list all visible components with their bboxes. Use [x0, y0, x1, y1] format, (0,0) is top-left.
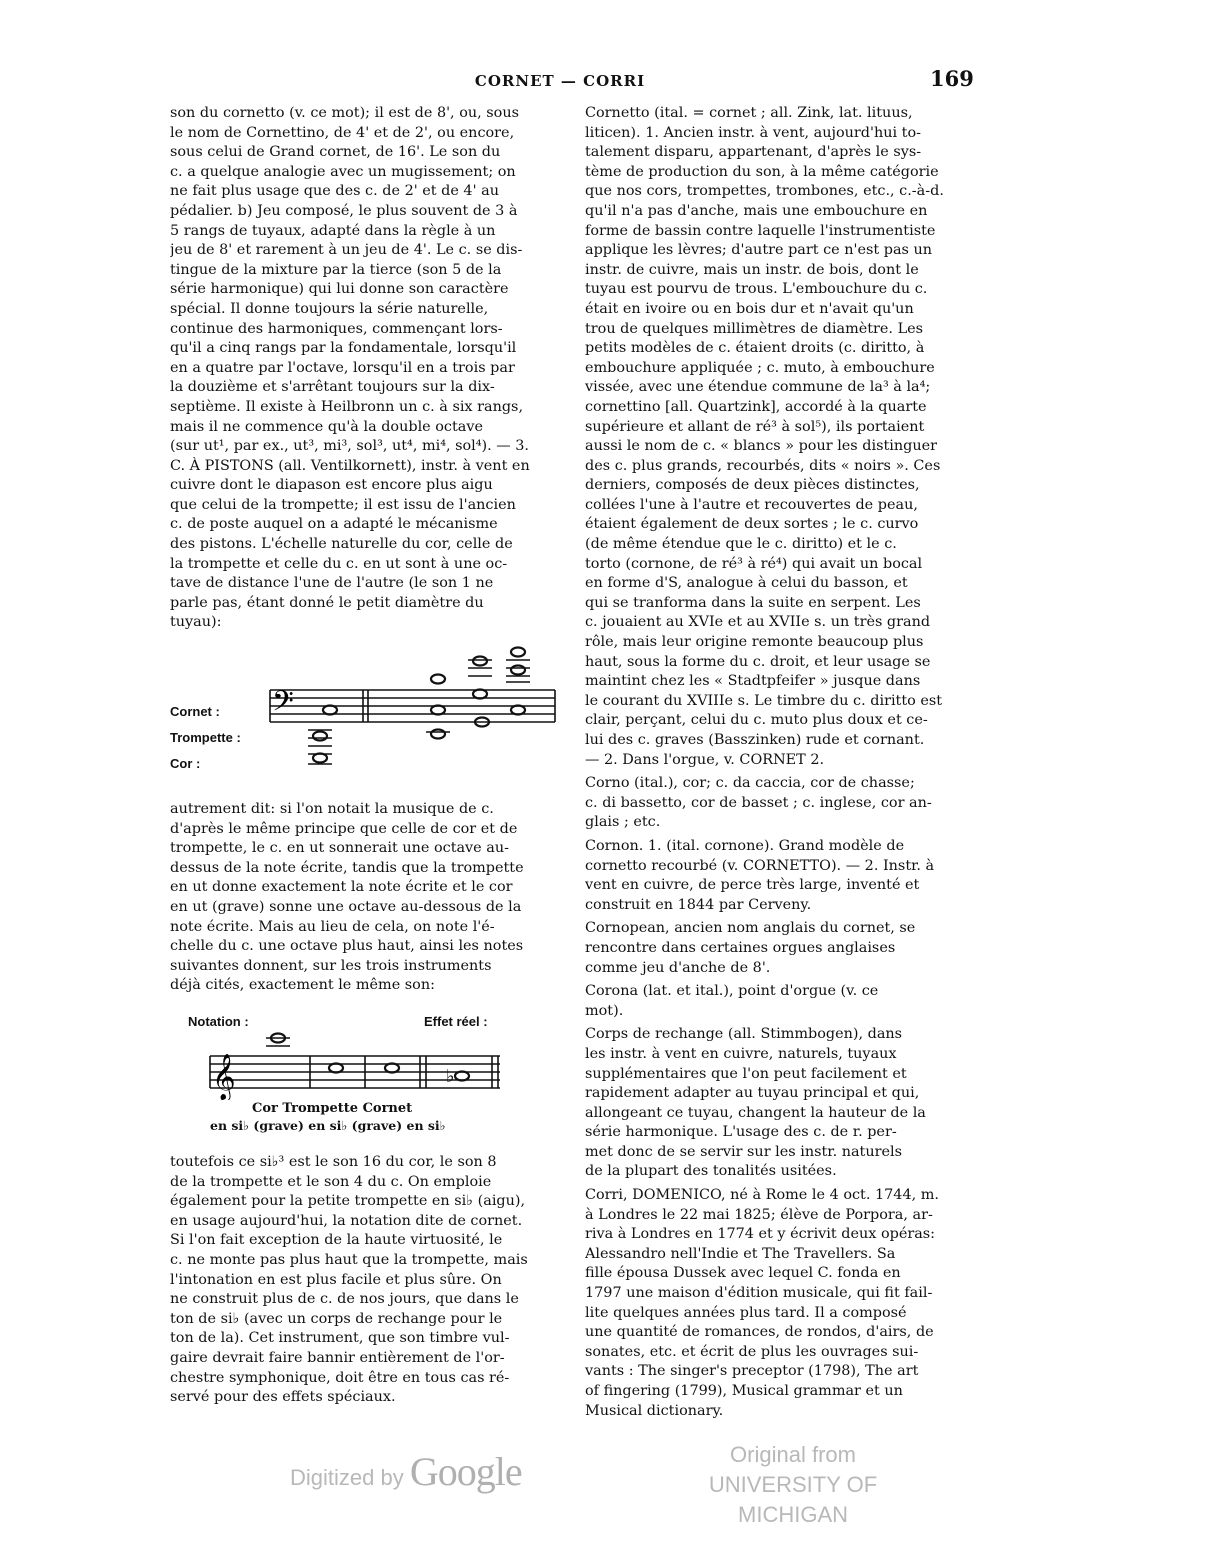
- text-line: sous celui de Grand cornet, de 16'. Le son du: [170, 144, 501, 161]
- text-line: d'après le même principe que celle de cor et de: [170, 820, 518, 837]
- text-line: le courant du XVIIIe s. Le timbre du c. diritto est: [585, 692, 943, 709]
- music-keys-label: en si♭ (grave) en si♭ (grave) en si♭: [210, 1118, 446, 1133]
- text-line: construit en 1844 par Cerveny.: [585, 896, 812, 913]
- text-line: servé pour des effets spéciaux.: [170, 1389, 396, 1406]
- text-line: de la plupart des tonalités usitées.: [585, 1163, 837, 1180]
- text-line: Cornetto (ital. = cornet ; all. Zink, lat. lituus,: [585, 105, 913, 121]
- text-line: septième. Il existe à Heilbronn un c. à six rangs,: [170, 398, 524, 415]
- text-line: tuyau):: [170, 614, 222, 631]
- text-line: étaient également de deux sortes ; le c. curvo: [585, 516, 919, 533]
- text-line: fille épousa Dussek avec lequel C. fonda en: [585, 1265, 901, 1282]
- text-line: c. de poste auquel on a adapté le mécanisme: [170, 516, 498, 533]
- university-text: UNIVERSITY OF MICHIGAN: [708, 1472, 878, 1527]
- text-line: Cornon. 1. (ital. cornone). Grand modèle de: [585, 837, 905, 854]
- text-line: tuyau est pourvu de trous. L'embouchure du c.: [585, 281, 928, 298]
- text-line: collées l'une à l'autre et recouvertes de peau,: [585, 496, 918, 513]
- right-column-text: [585, 104, 971, 1421]
- bass-clef-icon: 𝄢: [272, 685, 294, 725]
- text-line: des pistons. L'échelle naturelle du cor, celle de: [170, 536, 513, 553]
- text-line: des c. plus grands, recourbés, dits « noirs ». Ces: [585, 457, 941, 474]
- notation-label: Notation :: [188, 1014, 249, 1029]
- text-line: que nos cors, trompettes, trombones, etc., c.-à-d.: [585, 183, 944, 200]
- digitized-by-text: Digitized by: [290, 1465, 404, 1490]
- text-line: clair, perçant, celui du c. muto plus doux et ce-: [585, 712, 928, 729]
- text-line: toutefois ce si♭³ est le son 16 du cor, le son 8: [170, 1154, 497, 1170]
- text-line: Corona (lat. et ital.), point d'orgue (v. ce: [585, 983, 879, 1000]
- text-line: une quantité de romances, de rondos, d'airs, de: [585, 1324, 934, 1341]
- text-line: applique les lèvres; d'autre part ce n'est pas un: [585, 242, 933, 259]
- text-line: Corri, DOMENICO, né à Rome le 4 oct. 1744, m.: [585, 1187, 939, 1204]
- left-column-text-2: [170, 800, 556, 996]
- original-from-text: Original from: [730, 1442, 856, 1467]
- text-line: supérieure et allant de ré³ à sol⁵), ils portaient: [585, 418, 925, 435]
- music-label-cor: Cor :: [170, 756, 201, 771]
- text-line: suivantes donnent, sur les trois instruments: [170, 957, 492, 974]
- text-line: torto (cornone, de ré³ à ré⁴) qui avait un bocal: [585, 555, 923, 572]
- text-line: en ut (grave) sonne une octave au-dessous de la: [170, 898, 522, 915]
- text-line: parle pas, étant donné le petit diamètre du: [170, 594, 484, 611]
- text-line: forme de bassin contre laquelle l'instrumentiste: [585, 222, 936, 239]
- text-line: en forme d'S, analogue à celui du basson, et: [585, 575, 908, 592]
- page-number: 169: [930, 66, 974, 91]
- text-line: riva à Londres en 1774 et y écrivit deux opéras:: [585, 1226, 936, 1243]
- text-line: of fingering (1799), Musical grammar et un: [585, 1383, 903, 1399]
- text-line: gaire devrait faire bannir entièrement de l'or-: [170, 1349, 505, 1366]
- text-line: également pour la petite trompette en si♭ (aigu),: [170, 1193, 526, 1210]
- text-line: aussi le nom de c. « blancs » pour les distinguer: [585, 438, 937, 455]
- text-line: ne construit plus de c. de nos jours, que dans le: [170, 1291, 519, 1308]
- text-line: continue des harmoniques, commençant lors-: [170, 320, 503, 337]
- treble-clef-icon: 𝄞: [212, 1054, 236, 1100]
- text-line: trompette, le c. en ut sonnerait une octave au-: [170, 840, 509, 857]
- text-line: C. À PISTONS (all. Ventilkornett), instr. à vent en: [170, 457, 530, 474]
- effet-reel-label: Effet réel :: [424, 1014, 488, 1029]
- text-line: Corno (ital.), cor; c. da caccia, cor de chasse;: [585, 775, 915, 792]
- text-line: haut, sous la forme du c. droit, et leur usage se: [585, 653, 931, 670]
- text-line: petits modèles de c. étaient droits (c. diritto, à: [585, 340, 925, 357]
- text-line: autrement dit: si l'on notait la musique de c.: [170, 801, 494, 817]
- text-line: pédalier. b) Jeu composé, le plus souvent de 3 à: [170, 202, 518, 219]
- text-line: c. di bassetto, cor de basset ; c. inglese, cor an-: [585, 794, 932, 811]
- text-line: ne fait plus usage que des c. de 2' et de 4' au: [170, 183, 499, 200]
- text-line: l'intonation en est plus facile et plus sûre. On: [170, 1271, 502, 1288]
- text-line: Alessandro nell'Indie et The Travellers. Sa: [585, 1245, 896, 1262]
- text-line: embouchure appliquée ; c. muto, à embouchure: [585, 359, 935, 376]
- text-line: vent en cuivre, de perce très large, inventé et: [585, 877, 920, 894]
- text-line: chelle du c. une octave plus haut, ainsi les notes: [170, 938, 524, 955]
- text-line: en a quatre par l'octave, lorsqu'il en a trois par: [170, 359, 515, 376]
- text-line: mais il ne commence qu'à la double octave: [170, 418, 484, 435]
- text-line: série harmonique. L'usage des c. de r. per-: [585, 1124, 897, 1141]
- text-line: jeu de 8' et rarement à un jeu de 4'. Le c. se dis-: [170, 242, 523, 259]
- text-line: dessus de la note écrite, tandis que la trompette: [170, 859, 524, 876]
- text-line: cornettino [all. Quartzink], accordé à la quarte: [585, 398, 927, 415]
- text-line: la trompette et celle du c. en ut sont à une oc-: [170, 555, 508, 572]
- text-line: son du cornetto (v. ce mot); il est de 8', ou, sous: [170, 105, 519, 121]
- text-line: ton de si♭ (avec un corps de rechange pour le: [170, 1310, 503, 1327]
- text-line: cuivre dont le diapason est encore plus aigu: [170, 477, 493, 494]
- text-line: tave de distance l'une de l'autre (le son 1 ne: [170, 575, 494, 592]
- text-line: à Londres le 22 mai 1825; élève de Porpora, ar-: [585, 1206, 933, 1223]
- music-example-bass-staff: [260, 636, 560, 786]
- text-line: qui se tranforma dans la suite en serpent. Les: [585, 594, 921, 611]
- text-line: série harmonique) qui lui donne son caractère: [170, 281, 509, 298]
- text-line: comme jeu d'anche de 8'.: [585, 959, 771, 976]
- left-column-text-1: [170, 104, 556, 633]
- text-line: Corps de rechange (all. Stimmbogen), dans: [585, 1026, 903, 1043]
- text-line: tingue de la mixture par la tierce (son 5 de la: [170, 261, 502, 278]
- text-line: note écrite. Mais au lieu de cela, on note l'é-: [170, 918, 495, 935]
- text-line: Musical dictionary.: [585, 1402, 724, 1419]
- text-line: était en ivoire ou en bois dur et n'avait qu'un: [585, 300, 914, 317]
- text-line: en usage aujourd'hui, la notation dite de cornet.: [170, 1212, 523, 1229]
- text-line: derniers, composés de deux pièces distinctes,: [585, 477, 920, 494]
- text-line: déjà cités, exactement le même son:: [170, 977, 435, 994]
- text-line: lui des c. graves (Basszinken) rude et cornant.: [585, 732, 925, 748]
- text-line: tème de production du son, à la même catégorie: [585, 163, 939, 180]
- text-line: le nom de Cornettino, de 4' et de 2', ou encore,: [170, 124, 515, 141]
- music-example-treble-staff: [200, 1028, 510, 1100]
- text-line: — 2. Dans l'orgue, v. CORNET 2.: [585, 751, 825, 768]
- text-line: trou de quelques millimètres de diamètre. Les: [585, 320, 924, 337]
- google-logo: Google: [409, 1449, 522, 1494]
- original-from-watermark: [668, 1440, 918, 1530]
- text-line: mot).: [585, 1002, 624, 1019]
- text-line: qu'il n'a pas d'anche, mais une embouchure en: [585, 202, 928, 219]
- text-line: c. ne monte pas plus haut que la trompette, mais: [170, 1251, 528, 1268]
- text-line: allongeant ce tuyau, changent la hauteur de la: [585, 1104, 926, 1121]
- text-line: talement disparu, appartenant, d'après le sys-: [585, 144, 922, 161]
- text-line: met donc de se servir sur les instr. naturels: [585, 1143, 902, 1160]
- text-line: rapidement adapter au tuyau principal et qui,: [585, 1085, 920, 1102]
- text-line: glais ; etc.: [585, 814, 661, 831]
- text-line: les instr. à vent en cuivre, naturels, tuyaux: [585, 1045, 897, 1062]
- text-line: Si l'on fait exception de la haute virtuosité, le: [170, 1232, 503, 1249]
- music-instruments-label: Cor Trompette Cornet: [252, 1101, 413, 1116]
- text-line: liticen). 1. Ancien instr. à vent, aujourd'hui to-: [585, 124, 921, 141]
- text-line: supplémentaires que l'on peut facilement et: [585, 1065, 907, 1082]
- text-line: rôle, mais leur origine remonte beaucoup plus: [585, 634, 924, 651]
- text-line: c. jouaient au XVIe et au XVIIe s. un très grand: [585, 614, 931, 631]
- text-line: cornetto recourbé (v. CORNETTO). — 2. Instr. à: [585, 857, 935, 874]
- left-column-text-3: [170, 1153, 556, 1408]
- text-line: vants : The singer's preceptor (1798), The art: [585, 1363, 919, 1380]
- text-line: chestre symphonique, doit être en tous cas ré-: [170, 1369, 510, 1386]
- text-line: (sur ut¹, par ex., ut³, mi³, sol³, ut⁴, mi⁴, sol⁴). — 3.: [170, 438, 530, 455]
- text-line: spécial. Il donne toujours la série naturelle,: [170, 300, 489, 317]
- text-line: ton de la). Cet instrument, que son timbre vul-: [170, 1330, 510, 1347]
- text-line: 1797 une maison d'édition musicale, qui fit fail-: [585, 1285, 933, 1302]
- text-line: maintint chez les « Stadtpfeifer » jusque dans: [585, 673, 921, 690]
- text-line: sonates, etc. et écrit de plus les ouvrages sui-: [585, 1343, 919, 1360]
- text-line: lite quelques années plus tard. Il a composé: [585, 1304, 907, 1321]
- text-line: Cornopean, ancien nom anglais du cornet, se: [585, 920, 916, 937]
- text-line: vissée, avec une étendue commune de la³ à la⁴;: [585, 379, 931, 396]
- text-line: (de même étendue que le c. diritto) et le c.: [585, 536, 897, 553]
- digitized-by-watermark: [290, 1448, 522, 1495]
- text-line: en ut donne exactement la note écrite et le cor: [170, 879, 513, 896]
- text-line: 5 rangs de tuyaux, adapté dans la règle à un: [170, 222, 496, 239]
- running-header: CORNET — CORRI: [474, 72, 646, 90]
- text-line: la douzième et s'arrêtant toujours sur la dix-: [170, 379, 495, 396]
- text-line: instr. de cuivre, mais un instr. de bois, dont le: [585, 261, 919, 278]
- music-label-trompette: Trompette :: [170, 730, 241, 745]
- flat-sign-icon: ♭: [446, 1066, 455, 1087]
- text-line: que celui de la trompette; il est issu de l'ancien: [170, 496, 516, 513]
- text-line: c. a quelque analogie avec un mugissement; on: [170, 163, 516, 180]
- music-label-cornet: Cornet :: [170, 704, 220, 719]
- text-line: qu'il a cinq rangs par la fondamentale, lorsqu'il: [170, 340, 517, 357]
- text-line: de la trompette et le son 4 du c. On emploie: [170, 1173, 492, 1190]
- text-line: rencontre dans certaines orgues anglaises: [585, 939, 896, 956]
